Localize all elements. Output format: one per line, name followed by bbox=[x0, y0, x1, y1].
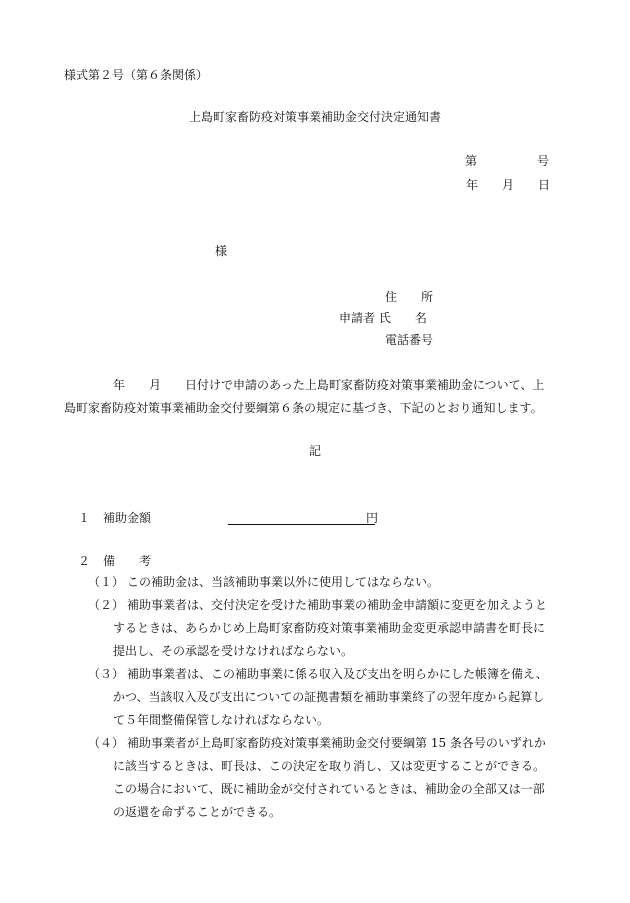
addressee-honorific: 様 bbox=[215, 244, 228, 258]
note-4-line-2: に該当するときは、町長は、この決定を取り消し、又は変更することができる。 bbox=[113, 759, 546, 773]
applicant-address-label: 住 所 bbox=[385, 290, 434, 304]
note-1-number: （１） bbox=[88, 575, 125, 589]
note-4-line-1: 補助事業者が上島町家畜防疫対策事業補助金交付要綱第 15 条各号のいずれか bbox=[127, 736, 546, 750]
note-3-line-2: かつ、当該収入及び支出についての証拠書類を補助事業終了の翌年度から起算し bbox=[113, 690, 545, 704]
note-1-line-1: この補助金は、当該補助事業以外に使用してはならない。 bbox=[127, 575, 440, 589]
item2-number: ２ bbox=[78, 554, 91, 568]
note-3-line-1: 補助事業者は、この補助事業に係る収入及び支出を明らかにした帳簿を備え、 bbox=[127, 667, 548, 681]
item2-label: 備 考 bbox=[103, 554, 152, 568]
applicant-name-line: 申請者 氏 名 bbox=[339, 311, 427, 325]
body-line-1: 年 月 日付けで申請のあった上島町家畜防疫対策事業補助金について、上 bbox=[113, 378, 545, 392]
note-2-line-3: 提出し、その承認を受けなければならない。 bbox=[113, 644, 354, 658]
applicant-phone-label: 電話番号 bbox=[385, 333, 434, 347]
note-4-number: （４） bbox=[88, 736, 125, 750]
document-title: 上島町家畜防疫対策事業補助金交付決定通知書 bbox=[188, 110, 441, 124]
amount-blank-underline bbox=[228, 524, 375, 525]
item1-unit: 円 bbox=[366, 511, 379, 525]
item1-label: 補助金額 bbox=[103, 511, 152, 525]
ki-heading: 記 bbox=[308, 444, 321, 458]
document-number-label: 第 号 bbox=[465, 154, 550, 168]
note-2-line-1: 補助事業者は、交付決定を受けた補助事業の補助金申請額に変更を加えようと bbox=[127, 598, 548, 612]
note-2-number: （２） bbox=[88, 598, 125, 612]
form-label: 様式第２号（第６条関係） bbox=[64, 68, 209, 82]
note-3-number: （３） bbox=[88, 667, 125, 681]
note-4-line-3: この場合において、既に補助金が交付されているときは、補助金の全部又は一部 bbox=[113, 782, 545, 796]
body-line-2: 島町家畜防疫対策事業補助金交付要綱第６条の規定に基づき、下記のとおり通知します。 bbox=[64, 401, 543, 415]
document-date-label: 年 月 日 bbox=[466, 178, 551, 192]
note-4-line-4: の返還を命ずることができる。 bbox=[113, 805, 282, 819]
item1-number: １ bbox=[78, 511, 91, 525]
note-3-line-3: て５年間整備保管しなければならない。 bbox=[113, 713, 330, 727]
note-2-line-2: するときは、あらかじめ上島町家畜防疫対策事業補助金変更承認申請書を町長に bbox=[113, 621, 546, 635]
